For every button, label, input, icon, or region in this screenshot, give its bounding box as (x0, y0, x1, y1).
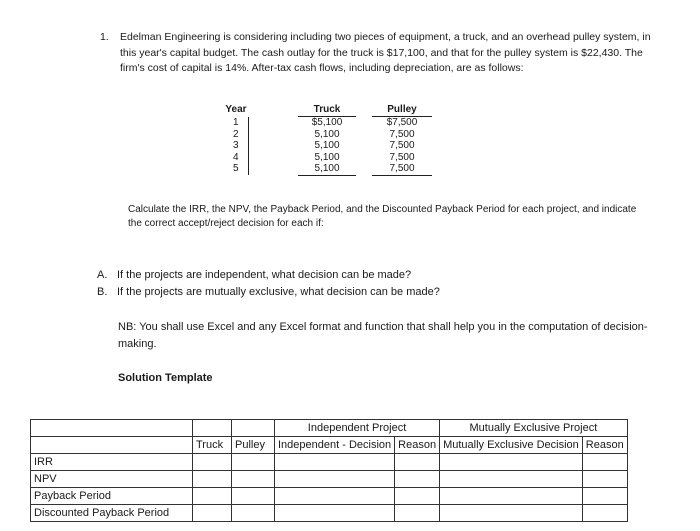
solution-row (31, 454, 628, 471)
blank-cell (440, 488, 583, 505)
blank-cell (582, 488, 627, 505)
pulley-col-header: Pulley (232, 437, 275, 454)
blank-cell (232, 505, 275, 522)
blank-cell (232, 454, 275, 471)
blank-cell (275, 471, 395, 488)
mutually-exclusive-decision-header: Mutually Exclusive Decision (440, 437, 583, 454)
question-1 (100, 30, 660, 77)
year-cell: 2 (224, 129, 248, 141)
truck-cell: $5,100 (298, 117, 356, 129)
part-a (97, 268, 411, 283)
year-cell: 3 (224, 140, 248, 152)
cash-flow-row (224, 129, 432, 141)
pulley-cell: 7,500 (389, 140, 415, 151)
blank-cell (193, 471, 232, 488)
blank-cell (193, 454, 232, 471)
independent-decision-header: Independent - Decision (275, 437, 395, 454)
solution-table (30, 419, 628, 522)
pulley-cell: 7,500 (389, 151, 415, 163)
cash-flow-row (224, 117, 432, 129)
blank-cell (193, 505, 232, 522)
cash-flow-table (224, 103, 432, 176)
blank-cell (440, 505, 583, 522)
question-number: 1. (100, 31, 109, 43)
year-header: Year (225, 104, 247, 115)
cash-flow-row (224, 140, 432, 152)
row-label: Discounted Payback Period (31, 505, 193, 522)
pulley-header: Pulley (387, 103, 417, 115)
part-b-label: B. (97, 286, 108, 298)
truck-header: Truck (313, 103, 341, 115)
pulley-cell: 7,500 (389, 128, 415, 140)
row-label: Payback Period (31, 488, 193, 505)
year-cell: 5 (224, 163, 248, 175)
blank-cell (582, 454, 627, 471)
blank-cell (395, 471, 440, 488)
blank-cell (275, 505, 395, 522)
truck-cell: 5,100 (314, 151, 340, 163)
part-a-label: A. (97, 269, 108, 281)
blank-cell (232, 471, 275, 488)
row-label: IRR (31, 454, 193, 471)
truck-cell: 5,100 (314, 140, 340, 151)
solution-group-header-row (31, 420, 628, 437)
template-title: Solution Template (118, 372, 213, 384)
blank-cell (582, 505, 627, 522)
reason-header: Reason (582, 437, 627, 454)
blank-cell (395, 488, 440, 505)
blank-cell (395, 454, 440, 471)
reason-header: Reason (395, 437, 440, 454)
independent-project-header: Independent Project (275, 420, 440, 437)
part-a-text: If the projects are independent, what decision can be made? (117, 269, 412, 281)
row-label: NPV (31, 471, 193, 488)
solution-row (31, 505, 628, 522)
instruction-text: Calculate the IRR, the NPV, the Payback Period, and the Discounted Payback Period for each project, and indicate the correct accept/reject decision for each if: (128, 204, 637, 229)
blank-cell (440, 454, 583, 471)
question-text: Edelman Engineering is considering including two pieces of equipment, a truck, and an overhead pulley system, in this year's capital budget. The cash outlay for the truck is $17,100, and that for the pulley system is $22,430. The firm's cost of capital is 14%. After-tax cash flows, including depreciation, are as follows: (120, 31, 651, 74)
blank-cell (440, 471, 583, 488)
year-cell: 4 (224, 152, 248, 164)
truck-cell: 5,100 (314, 128, 340, 140)
blank-cell (232, 488, 275, 505)
solution-row (31, 488, 628, 505)
cash-flow-row (224, 163, 432, 175)
truck-cell: 5,100 (298, 163, 356, 175)
year-cell: 1 (224, 117, 248, 129)
truck-col-header: Truck (193, 437, 232, 454)
pulley-cell: 7,500 (372, 163, 432, 175)
part-b (97, 285, 440, 300)
cash-flow-header-row (224, 103, 432, 117)
blank-cell (395, 505, 440, 522)
pulley-cell: $7,500 (372, 117, 432, 129)
note-text: NB: You shall use Excel and any Excel format and function that shall help you in the computation of decision-making. (118, 321, 648, 350)
blank-cell (582, 471, 627, 488)
solution-row (31, 471, 628, 488)
blank-cell (193, 488, 232, 505)
part-b-text: If the projects are mutually exclusive, what decision can be made? (117, 286, 440, 298)
blank-cell (275, 488, 395, 505)
solution-sub-header-row (31, 437, 628, 454)
cash-flow-row (224, 152, 432, 164)
mutually-exclusive-project-header: Mutually Exclusive Project (440, 420, 628, 437)
blank-cell (275, 454, 395, 471)
